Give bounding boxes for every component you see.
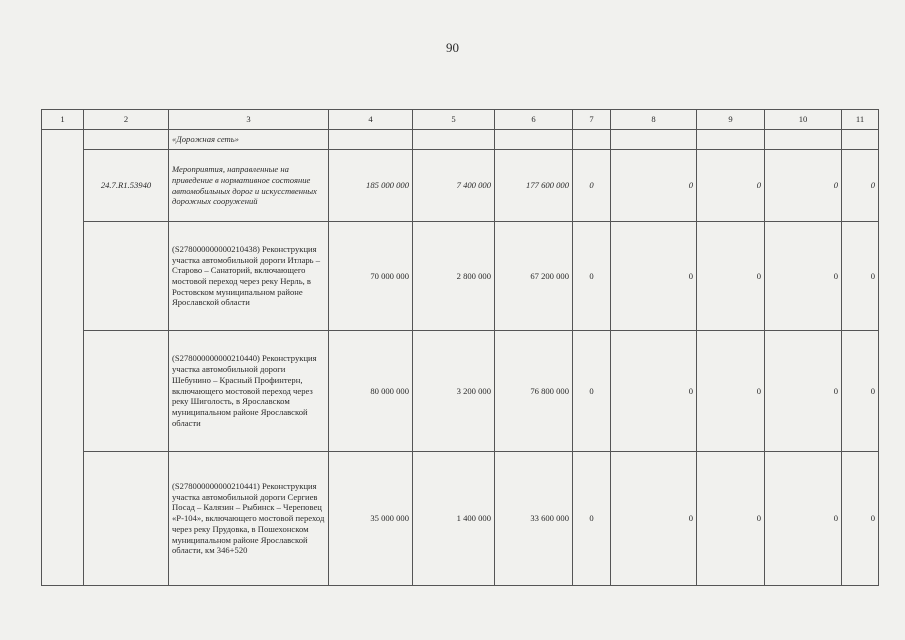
value-cell: 0 — [611, 222, 697, 331]
value-cell: 35 000 000 — [329, 452, 413, 586]
column-header: 5 — [413, 110, 495, 130]
header-row — [42, 110, 879, 130]
code-cell — [84, 331, 169, 452]
table-row — [42, 222, 879, 331]
value-cell: 0 — [765, 331, 842, 452]
value-cell: 0 — [573, 331, 611, 452]
page-number: 90 — [446, 40, 459, 55]
column-header: 7 — [573, 110, 611, 130]
value-cell: 0 — [611, 150, 697, 222]
value-cell: 0 — [842, 150, 879, 222]
value-cell: 0 — [611, 452, 697, 586]
description-cell: (S278000000000210438) Реконструкция участка автомобильной дороги Итларь – Старово – Санаторий, включающего мостовой переход через реку Нерль, в Ростовском муниципальном районе Ярославской области — [169, 222, 329, 331]
value-cell: 0 — [765, 452, 842, 586]
description-cell: Мероприятия, направленные на приведение в нормативное состояние автомобильных дорог и искусственных дорожных сооружений — [169, 150, 329, 222]
section-title: «Дорожная сеть» — [169, 130, 329, 150]
description-cell: (S278000000000210440) Реконструкция участка автомобильной дороги Шебунино – Красный Профинтерн, включающего мостовой переход через реку Шиголость, в Ярославском муниципальном районе Ярославской области — [169, 331, 329, 452]
value-cell: 0 — [765, 150, 842, 222]
table-row — [42, 331, 879, 452]
value-cell: 70 000 000 — [329, 222, 413, 331]
value-cell: 33 600 000 — [495, 452, 573, 586]
column-header: 8 — [611, 110, 697, 130]
value-cell: 0 — [697, 331, 765, 452]
value-cell: 80 000 000 — [329, 331, 413, 452]
value-cell: 0 — [611, 331, 697, 452]
value-cell: 2 800 000 — [413, 222, 495, 331]
column-header: 3 — [169, 110, 329, 130]
value-cell: 0 — [842, 452, 879, 586]
column-header: 9 — [697, 110, 765, 130]
code-cell: 24.7.R1.53940 — [84, 150, 169, 222]
value-cell: 3 200 000 — [413, 331, 495, 452]
value-cell: 67 200 000 — [495, 222, 573, 331]
value-cell: 0 — [573, 452, 611, 586]
column-header: 4 — [329, 110, 413, 130]
value-cell: 1 400 000 — [413, 452, 495, 586]
column-header: 11 — [842, 110, 879, 130]
value-cell: 177 600 000 — [495, 150, 573, 222]
column-header: 10 — [765, 110, 842, 130]
value-cell: 0 — [765, 222, 842, 331]
table-row — [42, 150, 879, 222]
value-cell: 76 800 000 — [495, 331, 573, 452]
value-cell: 0 — [573, 150, 611, 222]
code-cell — [84, 452, 169, 586]
value-cell: 0 — [573, 222, 611, 331]
value-cell: 0 — [697, 222, 765, 331]
table-row — [42, 452, 879, 586]
code-cell — [84, 222, 169, 331]
index-cell — [42, 130, 84, 586]
column-header: 6 — [495, 110, 573, 130]
value-cell: 185 000 000 — [329, 150, 413, 222]
code-cell — [84, 130, 169, 150]
description-cell: (S278000000000210441) Реконструкция участка автомобильной дороги Сергиев Посад – Калязин – Рыбинск – Череповец «Р-104», включающего мостовой переход через реку Прудовка, в Пошехонском муниципальном районе Ярославской области, км 346+520 — [169, 452, 329, 586]
value-cell: 0 — [842, 331, 879, 452]
budget-table — [41, 109, 879, 586]
value-cell: 0 — [697, 150, 765, 222]
column-header: 2 — [84, 110, 169, 130]
value-cell: 0 — [697, 452, 765, 586]
value-cell: 0 — [842, 222, 879, 331]
value-cell: 7 400 000 — [413, 150, 495, 222]
section-row — [42, 130, 879, 150]
column-header: 1 — [42, 110, 84, 130]
